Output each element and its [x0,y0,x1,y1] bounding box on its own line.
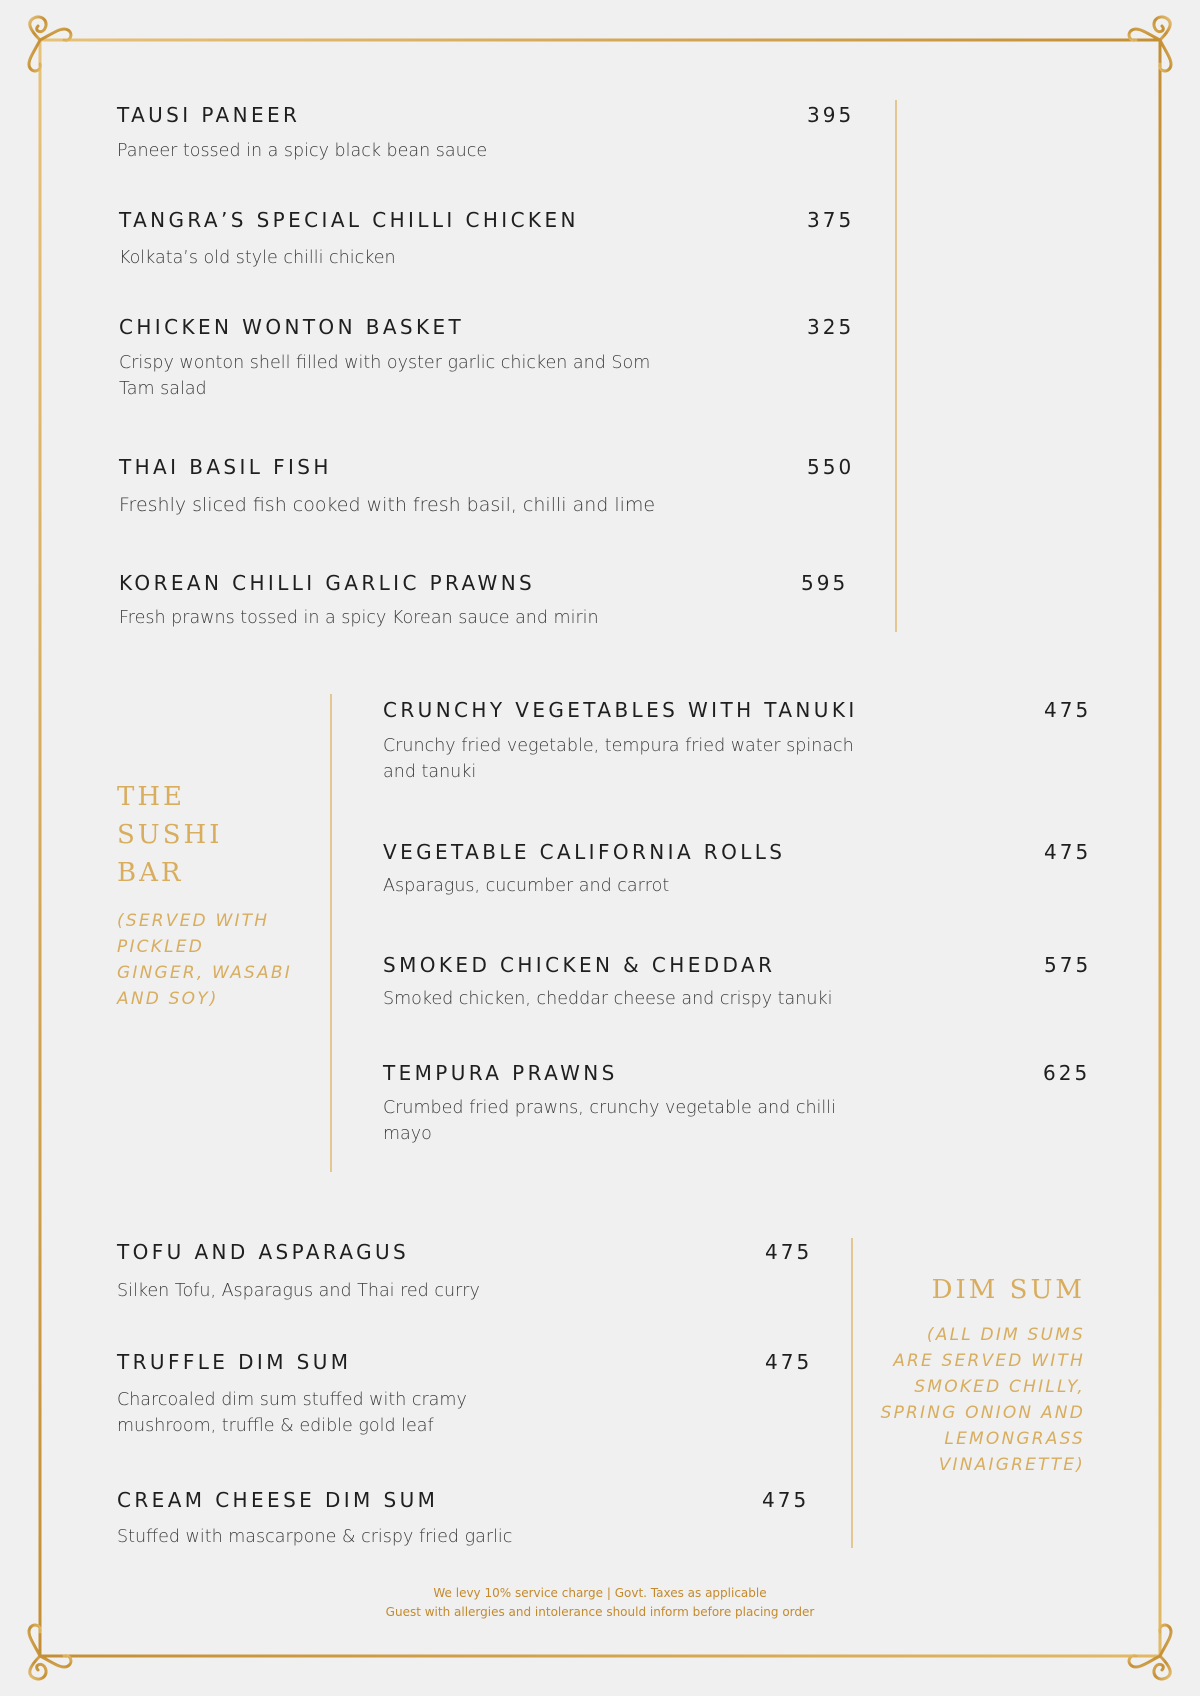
footer-service-charge: We levy 10% service charge | Govt. Taxes as applicable [433,1586,767,1600]
section-title: DIM SUM [931,1275,1085,1305]
item-price: 625 [1043,1061,1091,1085]
corner-flourish-icon [29,1625,71,1679]
item-description: Crunchy fried vegetable, tempura fried water spinach and tanuki [383,736,854,782]
item-description: Charcoaled dim sum stuffed with cramy mushroom, truffle & edible gold leaf [117,1390,467,1436]
item-price: 375 [807,208,855,232]
item-description: Freshly sliced fish cooked with fresh basil, chilli and lime [119,494,656,516]
item-price: 395 [807,103,855,127]
item-description: Crispy wonton shell filled with oyster garlic chicken and Som Tam salad [119,353,651,399]
item-price: 475 [765,1240,813,1264]
item-description: Stuffed with mascarpone & crispy fried garlic [117,1527,513,1547]
item-price: 550 [807,455,855,479]
item-description: Paneer tossed in a spicy black bean sauce [117,141,488,161]
item-price: 475 [1044,840,1092,864]
item-name: TRUFFLE DIM SUM [117,1350,352,1374]
item-name: TEMPURA PRAWNS [383,1061,618,1085]
item-price: 475 [765,1350,813,1374]
corner-flourish-icon [1129,1625,1171,1679]
item-description: Asparagus, cucumber and carrot [383,876,670,896]
item-name: SMOKED CHICKEN & CHEDDAR [383,953,776,977]
item-name: KOREAN CHILLI GARLIC PRAWNS [119,571,536,595]
item-name: CHICKEN WONTON BASKET [119,315,465,339]
item-price: 595 [801,571,849,595]
item-name: VEGETABLE CALIFORNIA ROLLS [383,840,786,864]
section-title: THE SUSHI BAR [117,782,223,888]
corner-flourish-icon [1129,17,1171,71]
section-note: (ALL DIM SUMS ARE SERVED WITH SMOKED CHILLY, SPRING ONION AND LEMONGRASS VINAIGRETTE) [880,1325,1085,1475]
item-name: THAI BASIL FISH [119,455,332,479]
section-divider [851,1238,853,1548]
item-price: 475 [762,1488,810,1512]
item-description: Kolkata’s old style chilli chicken [119,248,396,268]
section-divider [330,694,332,1172]
corner-flourish-icon [29,17,71,71]
item-price: 325 [807,315,855,339]
item-name: TAUSI PANEER [117,103,301,127]
item-name: CRUNCHY VEGETABLES WITH TANUKI [383,698,858,722]
item-description: Crumbed fried prawns, crunchy vegetable and chilli mayo [383,1098,836,1144]
item-name: TOFU AND ASPARAGUS [117,1240,410,1264]
item-description: Fresh prawns tossed in a spicy Korean sauce and mirin [119,608,599,628]
section-note: (SERVED WITH PICKLED GINGER, WASABI AND SOY) [117,911,292,1009]
item-description: Silken Tofu, Asparagus and Thai red curry [117,1281,480,1301]
item-price: 575 [1044,953,1092,977]
footer-allergy-note: Guest with allergies and intolerance should inform before placing order [385,1605,815,1619]
item-description: Smoked chicken, cheddar cheese and crispy tanuki [383,989,833,1009]
item-name: CREAM CHEESE DIM SUM [117,1488,439,1512]
item-price: 475 [1044,698,1092,722]
section-divider [895,100,897,632]
item-name: TANGRA’S SPECIAL CHILLI CHICKEN [119,208,579,232]
